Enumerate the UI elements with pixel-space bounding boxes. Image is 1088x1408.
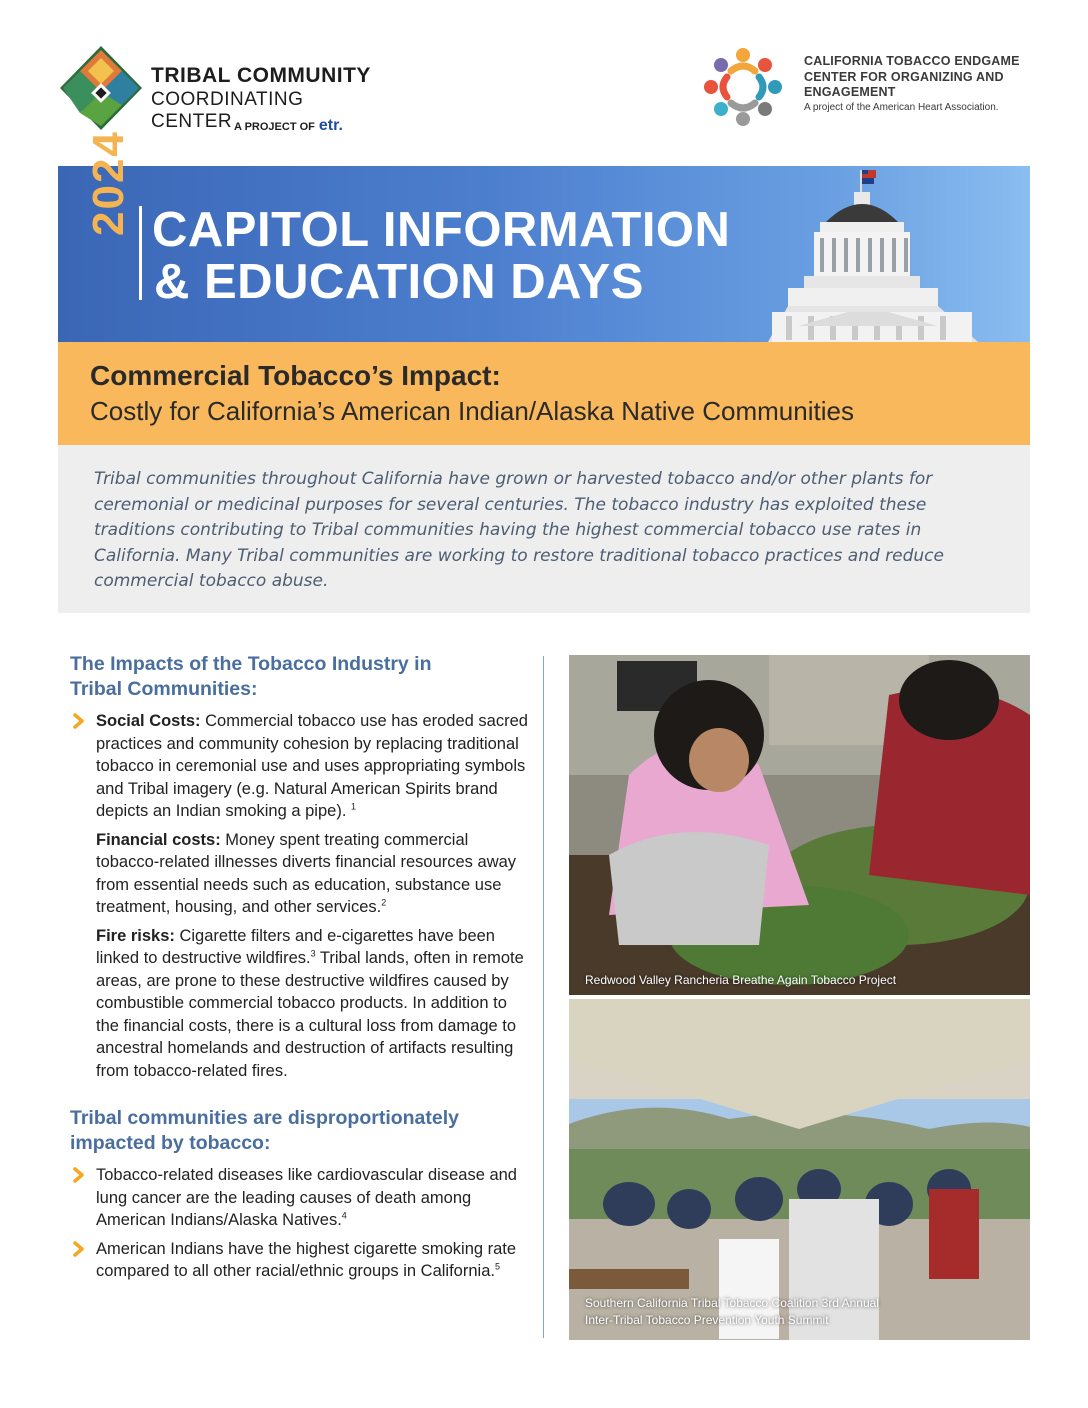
- list-item: [70, 829, 530, 919]
- footnote-ref: 4: [341, 1210, 347, 1221]
- etr-brand: etr.: [318, 117, 343, 134]
- banner-title-line2: & EDUCATION DAYS: [154, 255, 644, 309]
- tcc-name-line2: COORDINATING CENTER: [151, 89, 304, 132]
- tcc-name-line1: TRIBAL COMMUNITY: [151, 64, 371, 87]
- photo-garden: [569, 655, 1030, 995]
- ctec-logo: [700, 44, 1040, 134]
- intro-text: Tribal communities throughout California have grown or harvested tobacco and/or other plants for ceremonial or medicinal purposes for several centuries. The tobacco industry has exploited these traditions contributing to Tribal communities having the highest commercial tobacco use rates in California. Many Tribal communities are working to restore traditional tobacco practices and reduce commercial tobacco abuse.: [94, 469, 944, 591]
- fire-risks-label: Fire risks:: [96, 926, 175, 945]
- column-divider: [543, 656, 544, 1338]
- photo2-caption: [585, 1295, 879, 1329]
- social-costs-text: Commercial tobacco use has eroded sacred practices and community cohesion by replacing traditional tobacco in ceremonial use and uses appropriating symbols and Tribal imagery (e.g. Natural American Spirits brand depicts an Indian smoking a pipe).: [96, 712, 528, 820]
- chevron-right-icon: [72, 1240, 86, 1258]
- financial-costs-label: Financial costs:: [96, 830, 221, 849]
- financial-costs-text: Money spent treating commercial tobacco-related illnesses diverts financial resources away from essential needs such as education, substance use treatment, housing, and other services.: [96, 830, 517, 916]
- list-item: [70, 925, 530, 1083]
- social-costs-label: Social Costs:: [96, 712, 201, 730]
- smoking-rate-text: American Indians have the highest cigarette smoking rate compared to all other racial/ethnic groups in California.: [96, 1239, 517, 1280]
- title-divider: [139, 206, 142, 300]
- project-of-text: A PROJECT OF: [234, 121, 315, 133]
- disease-text: Tobacco-related diseases like cardiovascular disease and lung cancer are the leading causes of death among American Indians/Alaska Natives.: [96, 1166, 517, 1229]
- ctec-circle-people-logo-icon: [700, 44, 786, 130]
- list-item: [70, 1164, 530, 1232]
- chevron-right-icon: [72, 712, 86, 730]
- fire-risks-text-b: Tribal lands, often in remote areas, are prone to these destructive wildfires caused by combustible commercial tobacco products. In addition to the financial costs, there is a cultural loss from damage to ancestral homelands and destruction of artifacts resulting from tobacco-related fires.: [96, 949, 524, 1080]
- subtitle-line2: Costly for California’s American Indian/Alaska Native Communities: [90, 396, 854, 426]
- subtitle-line1: Commercial Tobacco’s Impact:: [90, 360, 501, 391]
- garden-photo-image: [569, 655, 1030, 995]
- chevron-right-icon: [72, 1166, 86, 1184]
- left-column: [70, 652, 530, 1283]
- tcc-diamond-logo-icon: [58, 44, 144, 132]
- section1-heading: The Impacts of the Tobacco Industry in Tribal Communities:: [70, 653, 432, 700]
- tcc-project-of: [234, 117, 343, 135]
- photo1-caption: Redwood Valley Rancheria Breathe Again Tobacco Project: [585, 973, 897, 987]
- tcc-logo: [58, 44, 388, 136]
- fire-risks-text-a: Cigarette filters and e-cigarettes have been linked to destructive wildfires.: [96, 926, 495, 967]
- section2-heading: Tribal communities are disproportionately impacted by tobacco:: [70, 1107, 460, 1154]
- subtitle-band: [58, 342, 1030, 445]
- footnote-ref: 5: [494, 1261, 500, 1272]
- photo2-caption-line2: Inter-Tribal Tobacco Prevention Youth Summit: [585, 1313, 829, 1327]
- footnote-ref: 3: [310, 948, 316, 959]
- photo-summit: [569, 999, 1030, 1340]
- banner-title-line1: CAPITOL INFORMATION: [152, 203, 731, 257]
- ctec-name: CALIFORNIA TOBACCO ENDGAME CENTER FOR ORGANIZING AND ENGAGEMENT: [804, 54, 1020, 99]
- list-item: [70, 710, 530, 823]
- list-item: [70, 1238, 530, 1283]
- title-banner: [58, 166, 1030, 342]
- summit-photo-image: [569, 999, 1030, 1340]
- ctec-subtitle: A project of the American Heart Association.: [804, 102, 999, 113]
- footnote-ref: 2: [381, 897, 387, 908]
- photo2-caption-line1: Southern California Tribal Tobacco Coalition 3rd Annual: [585, 1296, 879, 1310]
- intro-box: [58, 445, 1030, 613]
- capitol-dome-icon: [708, 166, 1030, 342]
- footnote-ref: 1: [351, 801, 357, 812]
- banner-year: 2024: [84, 130, 133, 236]
